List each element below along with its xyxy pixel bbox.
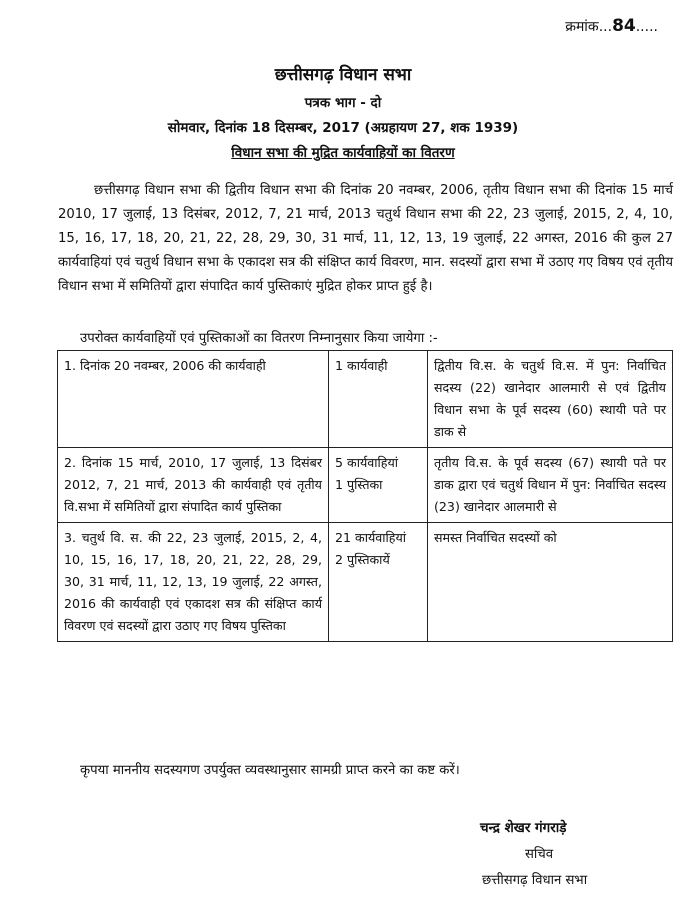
table-row (58, 448, 673, 523)
serial-label: क्रमांक (565, 19, 599, 35)
row-item: 1. दिनांक 20 नवम्बर, 2006 की कार्यवाही (58, 351, 329, 448)
signatory-organization: छत्तीसगढ़ विधान सभा (482, 873, 588, 888)
serial-number (565, 16, 658, 36)
row-item: 2. दिनांक 15 मार्च, 2010, 17 जुलाई, 13 दिसंबर 2012, 7, 21 मार्च, 2013 की कार्यवाही एवं तृतीय वि.सभा में समितियों द्वारा संपादित कार्य पुस्तिका (58, 448, 329, 523)
quantity-proceedings: 1 कार्यवाही (335, 358, 388, 373)
signatory-title: सचिव (525, 847, 554, 862)
serial-dots-after: ..... (635, 19, 658, 35)
assembly-title: छत्तीसगढ़ विधान सभा (274, 65, 412, 85)
row-recipients: समस्त निर्वाचित सदस्यों को (428, 523, 673, 642)
body-paragraph: छत्तीसगढ़ विधान सभा की द्वितीय विधान सभा की दिनांक 20 नवम्बर, 2006, तृतीय विधान सभा की दिनांक 15 मार्च 2010, 17 जुलाई, 13 दिसंबर, 2012, 7, 21 मार्च, 2013 चतुर्थ विधान सभा की 22, 23 जुलाई, 2015, 2, 4, 10, 15, 16, 17, 18, 20, 21, 22, 28, 29, 30, 31 मार्च, 11, 12, 13, 19 जुलाई, 22 अगस्त, 2016 की कुल 27 कार्यवाहियां एवं चतुर्थ विधान सभा के एकादश सत्र की संक्षिप्त कार्य विवरण, मान. सदस्यों द्वारा सभा में उठाए गए विषय एवं तृतीय विधान सभा में समितियों द्वारा संपादित कार्य पुस्तिकाएं मुद्रित होकर प्राप्त हुई है। (58, 183, 673, 294)
subject-text: विधान सभा की मुद्रित कार्यवाहियों का वितरण (231, 145, 455, 161)
row-quantity (329, 523, 428, 642)
row-item: 3. चतुर्थ वि. स. की 22, 23 जुलाई, 2015, 2, 4, 10, 15, 16, 17, 18, 20, 21, 22, 28, 29, 30, 31 मार्च, 11, 12, 13, 19 जुलाई, 22 अगस्त, 2016 की कार्यवाही एवं एकादश सत्र की संक्षिप्त कार्य विवरण एवं सदस्यों द्वारा उठाए गए विषय पुस्तिका (58, 523, 329, 642)
quantity-proceedings: 5 कार्यवाहियां (335, 455, 399, 470)
quantity-proceedings: 21 कार्यवाहियां (335, 530, 407, 545)
row-quantity (329, 351, 428, 448)
serial-value: 84 (612, 16, 636, 36)
serial-dots-before: ... (598, 19, 613, 35)
closing-request: कृपया माननीय सदस्यगण उपर्युक्त व्यवस्थानुसार सामग्री प्राप्त करने का कष्ट करें। (80, 763, 460, 778)
row-quantity (329, 448, 428, 523)
row-recipients: द्वितीय वि.स. के चतुर्थ वि.स. में पुन: निर्वाचित सदस्य (22) खानेदार आलमारी से एवं द्वितीय विधान सभा के पूर्व सदस्य (60) स्थायी पते पर डाक से (428, 351, 673, 448)
quantity-booklets: 2 पुस्तिकायें (335, 552, 390, 567)
distribution-table (57, 350, 673, 642)
table-row (58, 351, 673, 448)
row-recipients: तृतीय वि.स. के पूर्व सदस्य (67) स्थायी पते पर डाक द्वारा एवं चतुर्थ विधान में पुन: निर्वाचित सदस्य (23) खानेदार आलमारी से (428, 448, 673, 523)
table-row (58, 523, 673, 642)
bulletin-part: पत्रक भाग - दो (304, 95, 382, 111)
distribution-intro: उपरोक्त कार्यवाहियों एवं पुस्तिकाओं का वितरण निम्नानुसार किया जायेगा :- (80, 331, 438, 346)
subject-heading (0, 143, 686, 161)
signatory-name: चन्द्र शेखर गंगराड़े (480, 820, 567, 836)
bulletin-date: सोमवार, दिनांक 18 दिसम्बर, 2017 (अग्रहायण 27, शक 1939) (167, 120, 519, 136)
quantity-booklets: 1 पुस्तिका (335, 477, 383, 492)
